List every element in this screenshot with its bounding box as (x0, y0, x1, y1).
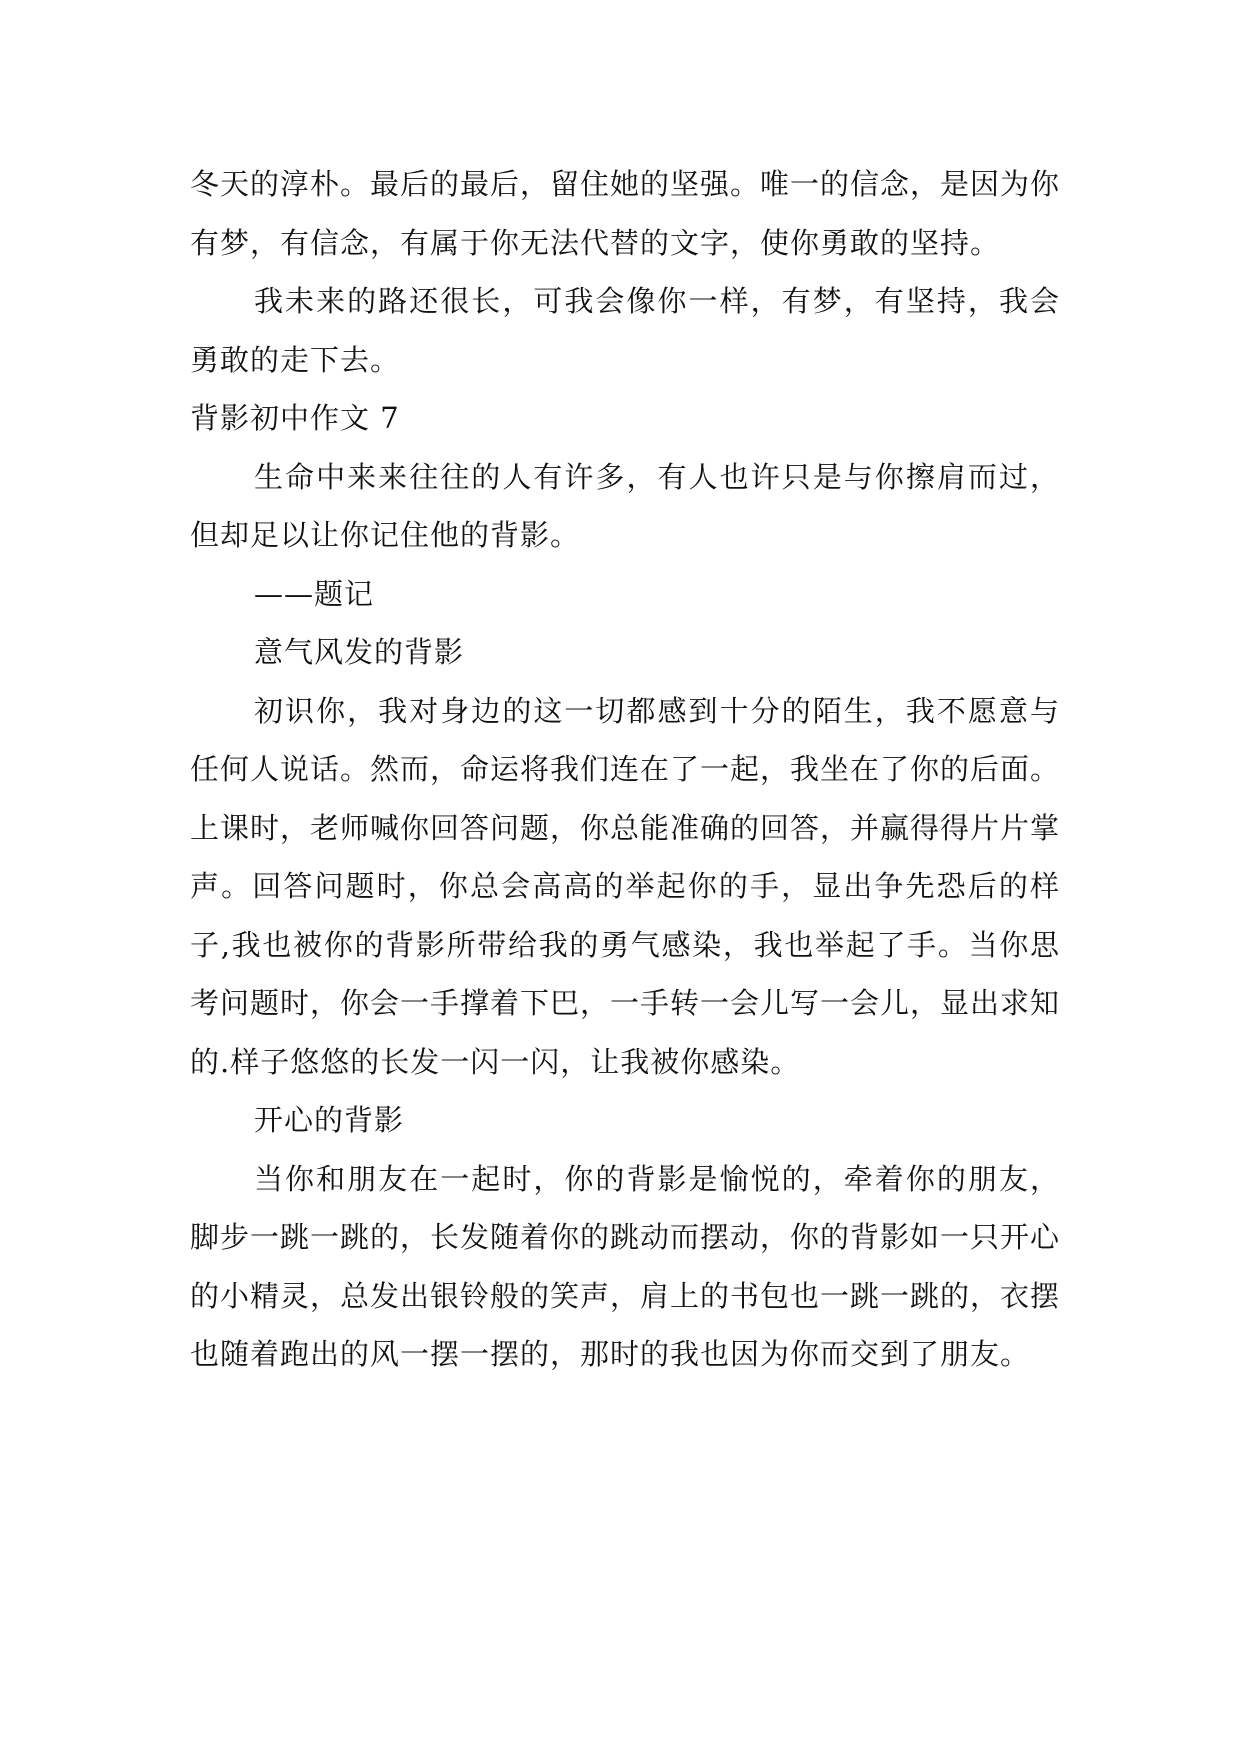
subheading: 意气风发的背影 (254, 635, 465, 669)
document-page (190, 155, 1060, 1384)
section-heading: 背影初中作文 7 (190, 401, 400, 435)
paragraph: 初识你，我对身边的这一切都感到十分的陌生，我不愿意与任何人说话。然而，命运将我们连在了一起，我坐在了你的后面。上课时，老师喊你回答问题，你总能准确的回答，并赢得得片片掌声。回答问题时，你总会高高的举起你的手，显出争先恐后的样子,我也被你的背影所带给我的勇气感染，我也举起了手。当你思考问题时，你会一手撑着下巴，一手转一会儿写一会儿，显出求知的.样子悠悠的长发一闪一闪，让我被你感染。 (190, 693, 1061, 1079)
paragraph: 冬天的淳朴。最后的最后，留住她的坚强。唯一的信念，是因为你有梦，有信念，有属于你无法代替的文字，使你勇敢的坚持。 (190, 167, 1061, 260)
epigraph-attribution: ——题记 (254, 576, 375, 611)
paragraph: 生命中来来往往的人有许多，有人也许只是与你擦肩而过，但却足以让你记住他的背影。 (190, 459, 1060, 552)
subheading: 开心的背影 (254, 1103, 405, 1137)
paragraph: 当你和朋友在一起时，你的背影是愉悦的，牵着你的朋友，脚步一跳一跳的，长发随着你的跳动而摆动，你的背影如一只开心的小精灵，总发出银铃般的笑声，肩上的书包也一跳一跳的，衣摆也随着跑出的风一摆一摆的，那时的我也因为你而交到了朋友。 (190, 1161, 1061, 1371)
paragraph: 我未来的路还很长，可我会像你一样，有梦，有坚持，我会勇敢的走下去。 (190, 284, 1060, 377)
